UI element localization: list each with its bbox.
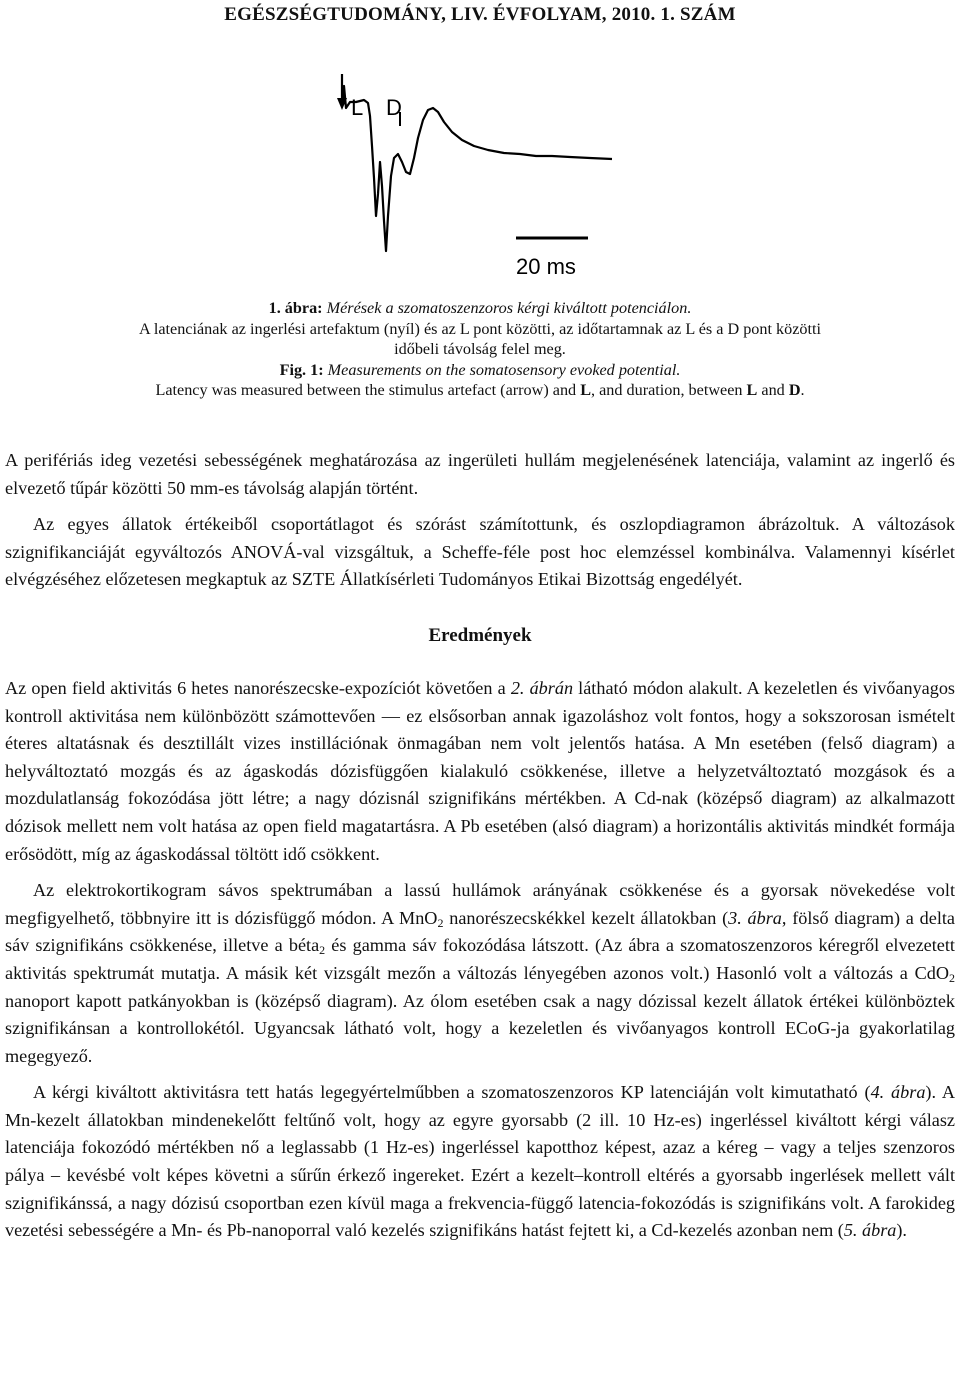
figure-caption [0,298,960,401]
results-p3-a: A kérgi kiváltott aktivitásra tett hatás legegyértelműbben a szomatoszenzoros KP latenciáján volt kimutatható ( [33,1082,871,1103]
caption-en-text [0,380,960,401]
results-p3-c: ). [896,1220,907,1241]
caption-hu-label: 1. ábra: [268,299,323,317]
label-D: D [386,95,402,120]
caption-en-L: L [580,381,591,399]
results-p3-figure-ref-1: 4. ábra [870,1082,926,1103]
results-p2-c: , fölső diagram) a delta sáv szignifikáns csökkenése, illetve a béta [5,907,955,956]
evoked-potential-waveform [320,66,620,286]
results-paragraph-2 [5,877,955,1070]
results-p2-d: és gamma sáv fokozódása látszott. (Az ábra a szomatoszenzoros kéregről elvezetett aktivitás spektrumát mutatja. A másik két vizsgált mezőn a változás lényegében azonos volt.) Hasonló volt a változás a CdO [5,935,955,983]
caption-en-D: D [788,381,801,399]
caption-en-label: Fig. 1: [279,360,324,379]
label-L: L [351,95,364,120]
results-p2-a: Az elektrokortikogram sávos spektrumában a lassú hullámok arányának csökkenése és a gyorsak növekedése volt megfigyelhető, többnyire itt is dózisfüggő módon. A MnO [5,880,955,928]
results-p1-b: látható módon alakult. A kezeletlen és vivőanyagos kontroll aktivitása nem különbözött számottevően ― ez elsősorban annak igazoláshoz volt fontos, hogy a sokszorosan ismételt éteres altatásnak és desztillált vizes instillációnak önmagában nem volt jelentős hatása. A Mn esetében (felső diagram) a helyváltoztató mozgás és az ágaskodás dózisfüggően kialakuló csökkenése, illetve a helyzetváltoztató mozgások és a mozdulatlanság fokozódása jött létre; a nagy dózisnál szignifikáns mértékben. A Cd-nak (középső diagram) az alkalmazott dózisok mellett nem volt hatása az open field magatartásra. A Pb esetében (alsó diagram) a horizontális aktivitás mindkét formája erősödött, míg az ágaskodással töltött idő csökkent. [5,677,955,864]
results-paragraph-1 [5,675,955,868]
results-p2-e: nanoport kapott patkányokban is (középső diagram). Az ólom esetében csak a nagy dózissal kezelt állatok értékei különböztek szignifikánsan a kontrollokétól. Ugyancsak látható volt, hogy a kezeletlen és vivőanyagos kontroll ECoG-ja gyakorlatilag megegyező. [5,990,955,1066]
evoked-potential-figure [320,66,620,286]
caption-en-text-3: and [757,381,789,399]
results-p2-b: nanorészecskékkel kezelt állatokban ( [443,907,729,928]
results-p3-figure-ref-2: 5. ábra [843,1220,897,1241]
results-p2-sub1: 2 [437,915,444,930]
methods-paragraph-1: A perifériás ideg vezetési sebességének meghatározása az ingerületi hullám megjelenésének latenciája, valamint az ingerlő és elvezető tűpár közötti 50 mm-es távolság alapján történt. [5,450,955,498]
caption-en-text-1: Latency was measured between the stimulus artefact (arrow) and [155,381,581,399]
caption-hu-title-text: Mérések a szomatoszenzoros kérgi kiváltott potenciálon. [322,299,692,317]
results-heading: Eredmények [428,624,532,646]
caption-en-title-text: Measurements on the somatosensory evoked potential. [323,360,681,379]
methods-paragraph-2: Az egyes állatok értékeiből csoportátlagot és szórást számítottunk, és oszlopdiagramon ábrázoltuk. A változások szignifikanciáját egyváltozós ANOVÁ-val vizsgáltuk, a Scheffe-féle post hoc elemzéssel kombinálva. Valamennyi kísérlet elvégzéséhez előzetesen megkaptuk az SZTE Állatkísérleti Tudományos Etikai Bizottság engedélyét. [5,514,955,590]
caption-en-title [0,360,960,381]
caption-hu-text: A latenciának az ingerlési artefaktum (nyíl) és az L pont közötti, az időtartamnak az L és a D pont közötti időbeli távolság felel meg. [138,319,821,358]
article-body [5,447,955,1245]
results-p3-b: ). A Mn-kezelt állatokban mindenekelőtt feltűnő volt, hogy az egyre gyorsabb (2 ill. 10 Hz-es) ingerléssel kiváltott kérgi válasz latenciája fokozódó mértékben nő a leglassabb (1 Hz-es) ingerléssel kapotthoz képest, azaz a kéreg – vagy a teljes szenzoros pálya – kevésbé volt képes követni a sűrűn érkező ingereket. Ezért a kezelt–kontroll eltérés a gyorsabb ingerlések mellett vált szignifikánssá, a nagy dózisú csoportban ezen kívül maga a frekvencia-függő latencia-fokozódás is szignifikáns volt. A farokideg vezetési sebességére a Mn- és Pb-nanoporral való kezelés szignifikáns hatást fejtett ki, a Cd-kezelés azonban nem ( [5,1082,956,1241]
results-p2-sub2: 2 [319,943,326,958]
results-p1-figure-ref: 2. ábrán [510,677,574,698]
caption-en-text-2: , and duration, between [591,381,747,399]
results-p2-figure-ref: 3. ábra [728,907,782,928]
caption-en-text-4: . [800,381,805,399]
waveform-trace [342,74,612,251]
results-p2-sub3: 2 [949,970,955,985]
running-header: EGÉSZSÉGTUDOMÁNY, LIV. ÉVFOLYAM, 2010. 1. SZÁM [224,4,736,25]
caption-hu-title [0,298,960,319]
results-p1-a: Az open field aktivitás 6 hetes nanorészecske-expozíciót követően a [5,677,511,698]
results-paragraph-3 [5,1079,955,1245]
scale-label: 20 ms [516,254,576,279]
caption-en-L2: L [746,381,758,399]
